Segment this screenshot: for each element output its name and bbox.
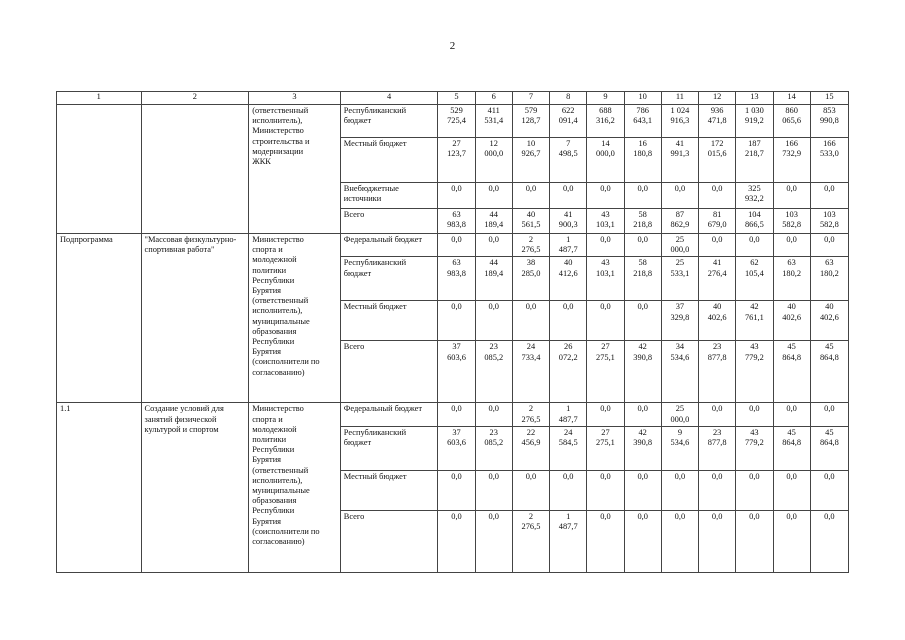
header-cell: 7 <box>512 92 549 105</box>
header-cell: 8 <box>550 92 587 105</box>
funding-source-cell: Местный бюджет <box>340 138 438 183</box>
value-cell: 23 085,2 <box>475 341 512 403</box>
value-cell: 42 761,1 <box>736 301 773 341</box>
value-cell: 14 000,0 <box>587 138 624 183</box>
value-cell: 45 864,8 <box>773 426 810 470</box>
value-cell: 0,0 <box>587 183 624 209</box>
funding-source-cell: Всего <box>340 341 438 403</box>
value-cell: 1 487,7 <box>550 234 587 257</box>
header-cell: 14 <box>773 92 810 105</box>
value-cell: 860 065,6 <box>773 105 810 138</box>
value-cell: 0,0 <box>438 470 475 510</box>
value-cell: 853 990,8 <box>810 105 848 138</box>
value-cell: 23 877,8 <box>699 341 736 403</box>
value-cell: 0,0 <box>438 183 475 209</box>
value-cell: 45 864,8 <box>773 341 810 403</box>
value-cell: 0,0 <box>438 510 475 572</box>
program-code-cell: 1.1 <box>57 403 142 572</box>
header-cell: 9 <box>587 92 624 105</box>
value-cell: 38 285,0 <box>512 257 549 301</box>
value-cell: 24 733,4 <box>512 341 549 403</box>
value-cell: 27 275,1 <box>587 341 624 403</box>
value-cell: 0,0 <box>736 510 773 572</box>
value-cell: 42 390,8 <box>624 426 661 470</box>
value-cell: 63 180,2 <box>810 257 848 301</box>
value-cell: 12 000,0 <box>475 138 512 183</box>
value-cell: 87 862,9 <box>661 209 698 234</box>
value-cell: 187 218,7 <box>736 138 773 183</box>
value-cell: 7 498,5 <box>550 138 587 183</box>
value-cell: 24 584,5 <box>550 426 587 470</box>
funding-source-cell: Местный бюджет <box>340 470 438 510</box>
value-cell: 37 603,6 <box>438 426 475 470</box>
value-cell: 45 864,8 <box>810 426 848 470</box>
value-cell: 1 487,7 <box>550 510 587 572</box>
value-cell: 2 276,5 <box>512 403 549 426</box>
value-cell: 0,0 <box>587 510 624 572</box>
value-cell: 25 533,1 <box>661 257 698 301</box>
executor-cell: Министерство спорта и молодежной политики Республики Бурятия (ответственный исполнитель), муниципальные образования Республики Бурятия (соисполнители по согласованию) <box>249 234 341 403</box>
value-cell: 0,0 <box>810 510 848 572</box>
value-cell: 58 218,8 <box>624 209 661 234</box>
value-cell: 45 864,8 <box>810 341 848 403</box>
table-row <box>57 105 849 138</box>
value-cell: 10 926,7 <box>512 138 549 183</box>
value-cell: 0,0 <box>475 470 512 510</box>
value-cell: 0,0 <box>438 403 475 426</box>
value-cell: 688 316,2 <box>587 105 624 138</box>
value-cell: 0,0 <box>624 234 661 257</box>
funding-source-cell: Республиканский бюджет <box>340 105 438 138</box>
value-cell: 1 487,7 <box>550 403 587 426</box>
value-cell: 0,0 <box>736 403 773 426</box>
value-cell: 0,0 <box>661 183 698 209</box>
funding-source-cell: Всего <box>340 510 438 572</box>
value-cell: 0,0 <box>624 470 661 510</box>
value-cell: 44 189,4 <box>475 257 512 301</box>
value-cell: 23 085,2 <box>475 426 512 470</box>
value-cell: 0,0 <box>512 470 549 510</box>
value-cell: 62 105,4 <box>736 257 773 301</box>
program-name-cell: Создание условий для занятий физической культурой и спортом <box>141 403 249 572</box>
value-cell: 0,0 <box>810 403 848 426</box>
funding-source-cell: Республиканский бюджет <box>340 426 438 470</box>
value-cell: 23 877,8 <box>699 426 736 470</box>
value-cell: 786 643,1 <box>624 105 661 138</box>
value-cell: 1 024 916,3 <box>661 105 698 138</box>
value-cell: 104 866,5 <box>736 209 773 234</box>
value-cell: 529 725,4 <box>438 105 475 138</box>
program-name-cell <box>141 105 249 234</box>
value-cell: 37 329,8 <box>661 301 698 341</box>
program-code-cell <box>57 105 142 234</box>
value-cell: 0,0 <box>773 470 810 510</box>
value-cell: 411 531,4 <box>475 105 512 138</box>
value-cell: 16 180,8 <box>624 138 661 183</box>
value-cell: 63 180,2 <box>773 257 810 301</box>
value-cell: 43 779,2 <box>736 426 773 470</box>
executor-cell: (ответственный исполнитель), Министерство строительства и модернизации ЖКК <box>249 105 341 234</box>
value-cell: 63 983,8 <box>438 257 475 301</box>
value-cell: 0,0 <box>512 183 549 209</box>
value-cell: 40 402,6 <box>810 301 848 341</box>
funding-source-cell: Всего <box>340 209 438 234</box>
value-cell: 0,0 <box>624 510 661 572</box>
value-cell: 37 603,6 <box>438 341 475 403</box>
value-cell: 0,0 <box>773 510 810 572</box>
value-cell: 0,0 <box>624 183 661 209</box>
value-cell: 103 582,8 <box>810 209 848 234</box>
value-cell: 0,0 <box>773 183 810 209</box>
value-cell: 166 533,0 <box>810 138 848 183</box>
funding-source-cell: Федеральный бюджет <box>340 234 438 257</box>
program-code-cell: Подпрограмма <box>57 234 142 403</box>
funding-source-cell: Федеральный бюджет <box>340 403 438 426</box>
value-cell: 622 091,4 <box>550 105 587 138</box>
value-cell: 0,0 <box>699 403 736 426</box>
value-cell: 41 991,3 <box>661 138 698 183</box>
header-cell: 12 <box>699 92 736 105</box>
header-cell: 11 <box>661 92 698 105</box>
value-cell: 0,0 <box>438 234 475 257</box>
value-cell: 25 000,0 <box>661 234 698 257</box>
value-cell: 22 456,9 <box>512 426 549 470</box>
value-cell: 40 561,5 <box>512 209 549 234</box>
page-number: 2 <box>449 40 456 52</box>
value-cell: 172 015,6 <box>699 138 736 183</box>
value-cell: 103 582,8 <box>773 209 810 234</box>
value-cell: 43 103,1 <box>587 257 624 301</box>
value-cell: 81 679,0 <box>699 209 736 234</box>
value-cell: 0,0 <box>587 403 624 426</box>
value-cell: 43 103,1 <box>587 209 624 234</box>
value-cell: 0,0 <box>624 301 661 341</box>
value-cell: 0,0 <box>736 234 773 257</box>
budget-table <box>56 91 849 573</box>
value-cell: 0,0 <box>699 470 736 510</box>
value-cell: 0,0 <box>661 510 698 572</box>
value-cell: 0,0 <box>587 234 624 257</box>
value-cell: 42 390,8 <box>624 341 661 403</box>
value-cell: 58 218,8 <box>624 257 661 301</box>
value-cell: 0,0 <box>475 403 512 426</box>
value-cell: 0,0 <box>587 301 624 341</box>
value-cell: 0,0 <box>810 234 848 257</box>
value-cell: 0,0 <box>773 403 810 426</box>
funding-source-cell: Республиканский бюджет <box>340 257 438 301</box>
value-cell: 0,0 <box>699 234 736 257</box>
table-row <box>57 403 849 426</box>
value-cell: 0,0 <box>550 183 587 209</box>
value-cell: 63 983,8 <box>438 209 475 234</box>
value-cell: 0,0 <box>699 510 736 572</box>
value-cell: 40 412,6 <box>550 257 587 301</box>
funding-source-cell: Внебюджетные источники <box>340 183 438 209</box>
value-cell: 0,0 <box>624 403 661 426</box>
value-cell: 40 402,6 <box>699 301 736 341</box>
executor-cell: Министерство спорта и молодежной политики Республики Бурятия (ответственный исполнитель), муниципальные образования Республики Бурятия (соисполнители по согласованию) <box>249 403 341 572</box>
table-row <box>57 234 849 257</box>
funding-source-cell: Местный бюджет <box>340 301 438 341</box>
value-cell: 0,0 <box>475 183 512 209</box>
value-cell: 2 276,5 <box>512 510 549 572</box>
value-cell: 0,0 <box>475 510 512 572</box>
value-cell: 25 000,0 <box>661 403 698 426</box>
header-cell: 15 <box>810 92 848 105</box>
value-cell: 0,0 <box>550 301 587 341</box>
value-cell: 41 276,4 <box>699 257 736 301</box>
header-cell: 4 <box>340 92 438 105</box>
value-cell: 40 402,6 <box>773 301 810 341</box>
value-cell: 0,0 <box>475 234 512 257</box>
header-row <box>57 92 849 105</box>
value-cell: 0,0 <box>810 183 848 209</box>
value-cell: 27 123,7 <box>438 138 475 183</box>
value-cell: 0,0 <box>550 470 587 510</box>
value-cell: 26 072,2 <box>550 341 587 403</box>
value-cell: 579 128,7 <box>512 105 549 138</box>
value-cell: 41 900,3 <box>550 209 587 234</box>
header-cell: 1 <box>57 92 142 105</box>
header-cell: 10 <box>624 92 661 105</box>
value-cell: 0,0 <box>438 301 475 341</box>
header-cell: 3 <box>249 92 341 105</box>
value-cell: 0,0 <box>587 470 624 510</box>
value-cell: 0,0 <box>810 470 848 510</box>
header-cell: 6 <box>475 92 512 105</box>
value-cell: 166 732,9 <box>773 138 810 183</box>
value-cell: 325 932,2 <box>736 183 773 209</box>
header-cell: 13 <box>736 92 773 105</box>
header-cell: 5 <box>438 92 475 105</box>
value-cell: 44 189,4 <box>475 209 512 234</box>
value-cell: 0,0 <box>736 470 773 510</box>
value-cell: 0,0 <box>773 234 810 257</box>
value-cell: 936 471,8 <box>699 105 736 138</box>
value-cell: 43 779,2 <box>736 341 773 403</box>
header-cell: 2 <box>141 92 249 105</box>
value-cell: 34 534,6 <box>661 341 698 403</box>
value-cell: 0,0 <box>512 301 549 341</box>
value-cell: 27 275,1 <box>587 426 624 470</box>
value-cell: 0,0 <box>475 301 512 341</box>
value-cell: 0,0 <box>661 470 698 510</box>
value-cell: 1 030 919,2 <box>736 105 773 138</box>
value-cell: 9 534,6 <box>661 426 698 470</box>
value-cell: 2 276,5 <box>512 234 549 257</box>
value-cell: 0,0 <box>699 183 736 209</box>
program-name-cell: "Массовая физкультурно-спортивная работа" <box>141 234 249 403</box>
